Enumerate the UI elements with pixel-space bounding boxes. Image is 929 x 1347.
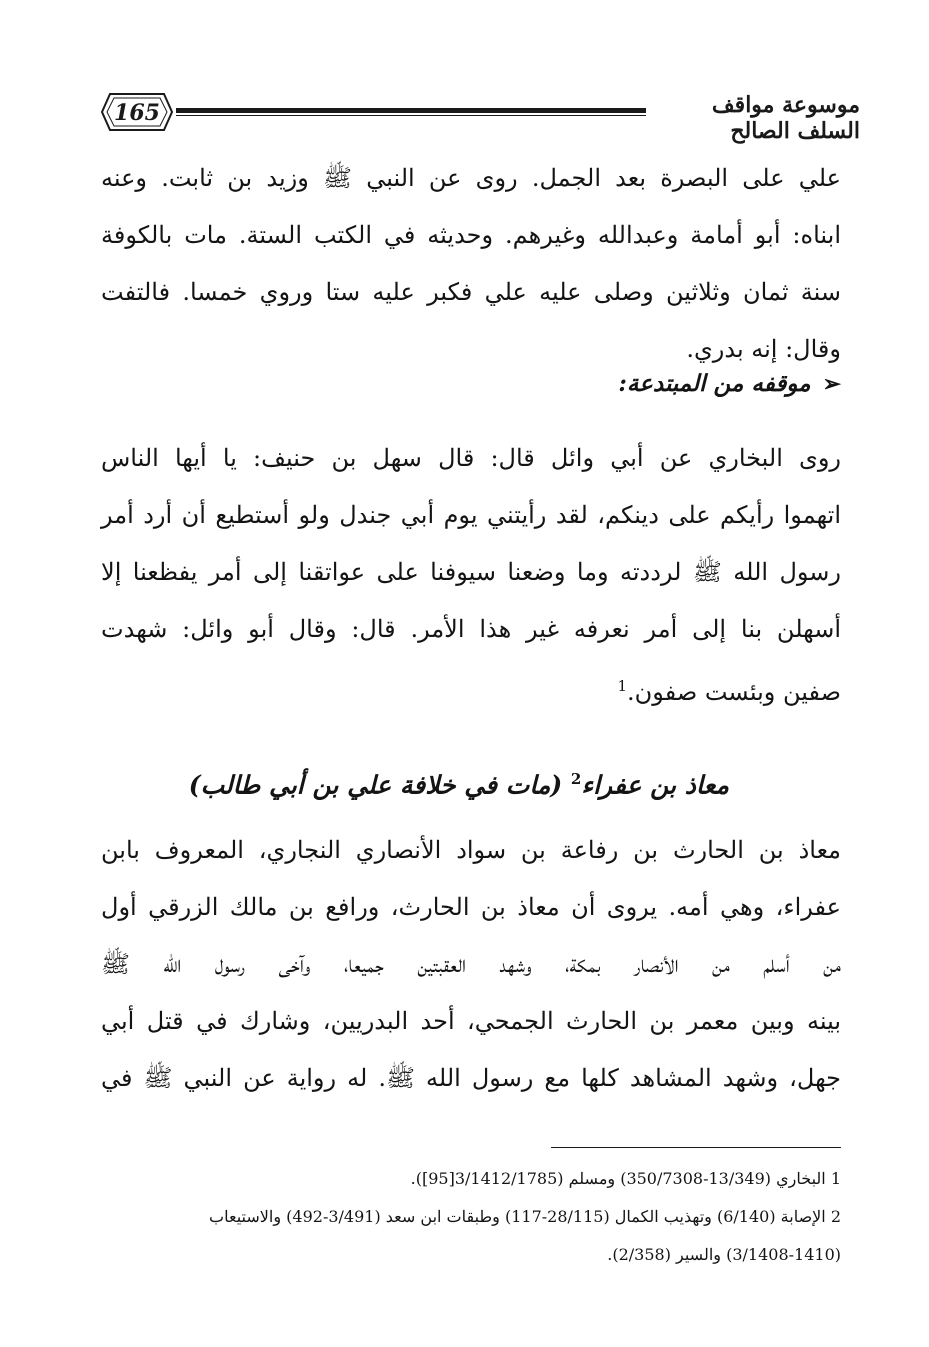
- text-line: أسهلن بنا إلى أمر نعرفه غير هذا الأمر. قال: وقال أبو وائل: شهدت: [101, 615, 841, 643]
- text-line: معاذ بن الحارث بن رفاعة بن سواد الأنصاري النجاري، المعروف بابن: [101, 836, 841, 864]
- header-rule: [176, 108, 646, 117]
- paragraph-biography-end: [101, 150, 841, 378]
- text-line: ابناه: أبو أمامة وعبدالله وغيرهم. وحديثه في الكتب الستة. مات بالكوفة: [101, 221, 841, 249]
- footnotes: [101, 1160, 841, 1274]
- text-line: من أسلم من الأنصار بمكة، وشهد العقبتين جميعا، وآخى رسول الله ﷺ: [101, 950, 841, 978]
- text-line: روى البخاري عن أبي وائل قال: قال سهل بن حنيف: يا أيها الناس: [101, 444, 841, 472]
- text-line: بينه وبين معمر بن الحارث الجمحي، أحد البدريين، وشارك في قتل أبي: [101, 1007, 841, 1035]
- page-number: 165: [114, 100, 160, 126]
- paragraph-muadh-biography: [101, 822, 841, 1107]
- footnote-divider: [551, 1147, 841, 1148]
- subheading: [618, 370, 841, 397]
- footnote-1: 1 البخاري (13/349-350/7308) ومسلم (3/1412/1785[95]).: [410, 1169, 841, 1188]
- footnote-reference: 1: [617, 677, 628, 695]
- text-line: وقال: إنه بدري.: [686, 335, 841, 363]
- text-line: جهل، وشهد المشاهد كلها مع رسول الله ﷺ. له رواية عن النبي ﷺ في: [101, 1064, 841, 1092]
- section-title-note: (مات في خلافة علي بن أبي طالب): [188, 770, 563, 800]
- subheading-text: موقفه من المبتدعة:: [618, 370, 811, 397]
- page-header: [100, 84, 860, 146]
- section-title-name: معاذ بن عفراء: [581, 770, 729, 800]
- text-line: رسول الله ﷺ لرددته وما وضعنا سيوفنا على عواتقنا إلى أمر يفظعنا إلا: [101, 558, 841, 586]
- text-line: سنة ثمان وثلاثين وصلى عليه علي فكبر عليه ستا وروي خمسا. فالتفت: [101, 278, 841, 306]
- text-line: عفراء، وهي أمه. يروى أن معاذ بن الحارث، ورافع بن مالك الزرقي أول: [101, 893, 841, 921]
- arrow-bullet-icon: ➢: [822, 371, 841, 397]
- footnote-2-continued: (3/1408-1410) والسير (2/358).: [607, 1245, 841, 1264]
- text-line: [101, 658, 841, 721]
- footnote-2: 2 الإصابة (6/140) وتهذيب الكمال (28/115-117) وطبقات ابن سعد (3/491-492) والاستيعاب: [209, 1207, 841, 1226]
- page-number-frame: [100, 90, 174, 134]
- paragraph-innovators-stance: [101, 430, 841, 721]
- footnote-reference: 2: [570, 770, 582, 788]
- book-title: موسوعة مواقف السلف الصالح: [711, 92, 860, 144]
- text-line-content: صفين وبئست صفون.: [627, 678, 841, 706]
- text-line: اتهموا رأيكم على دينكم، لقد رأيتني يوم أبي جندل ولو أستطيع أن أرد أمر: [101, 501, 841, 529]
- section-title: [189, 770, 729, 799]
- text-line: علي على البصرة بعد الجمل. روى عن النبي ﷺ وزيد بن ثابت. وعنه: [101, 164, 841, 192]
